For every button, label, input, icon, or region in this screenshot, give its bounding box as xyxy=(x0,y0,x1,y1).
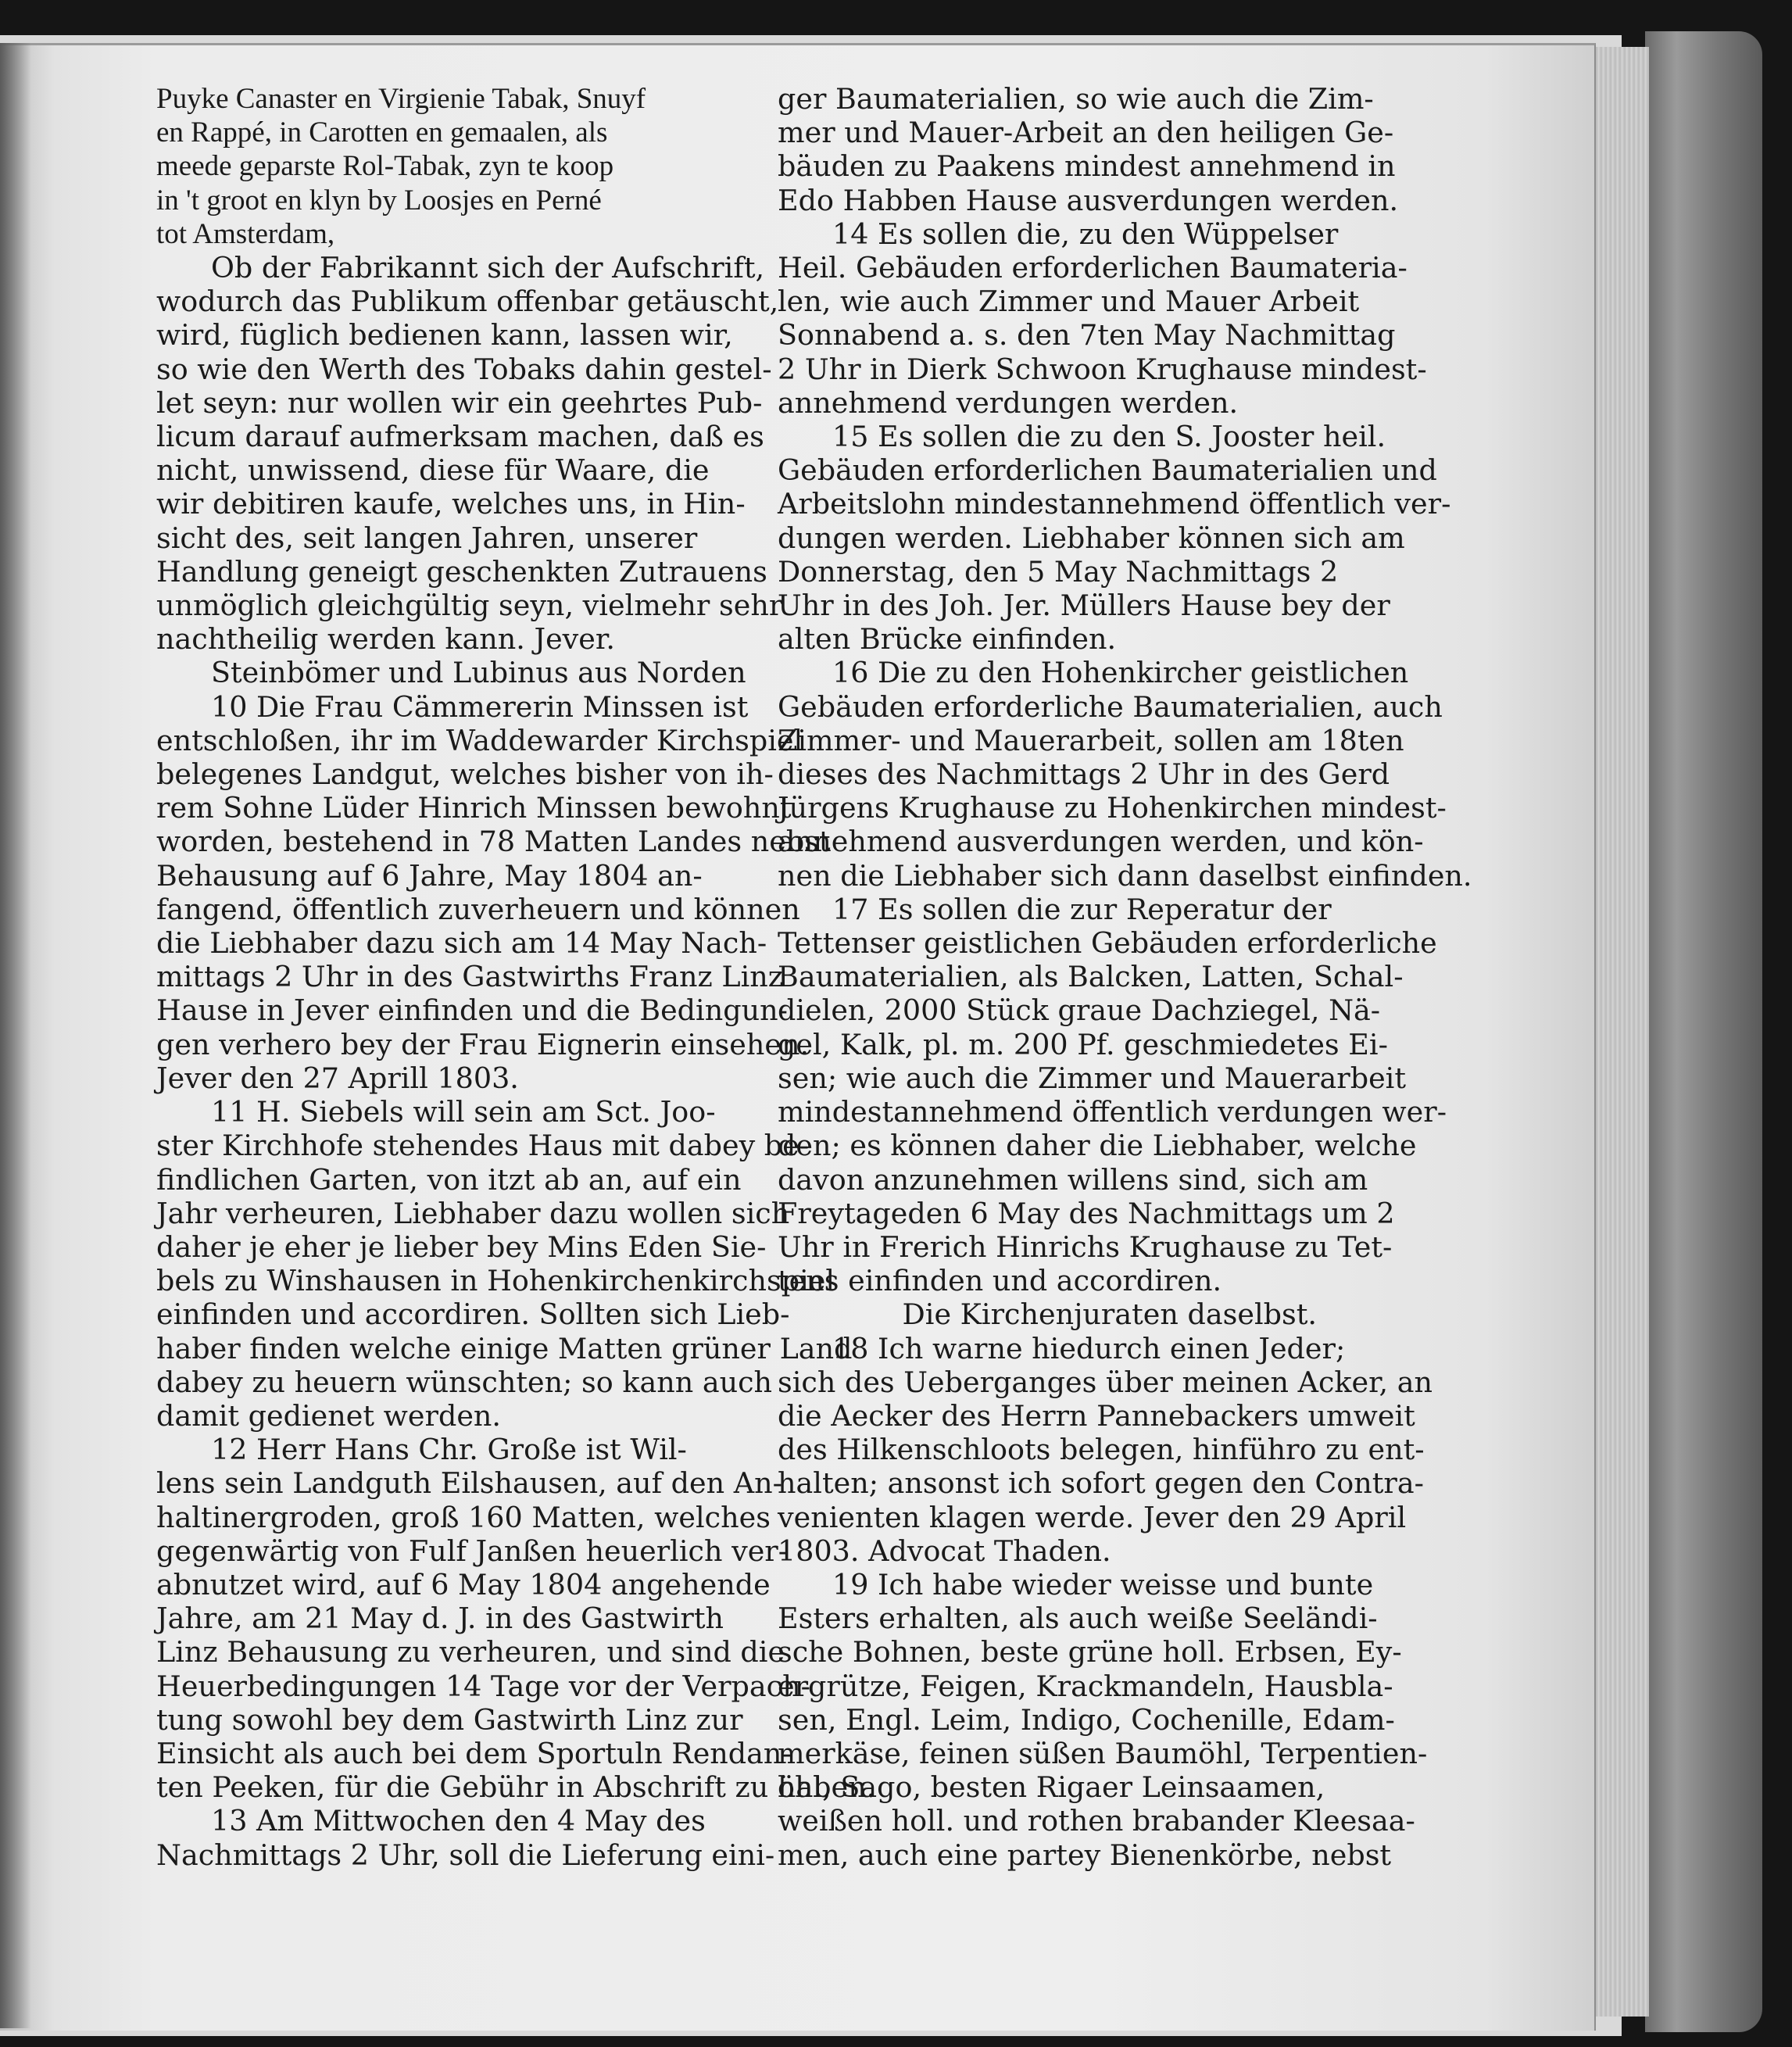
right-column-line: Jürgens Krughause zu Hohenkirchen mindest- xyxy=(778,791,1447,825)
left-column-line: einfinden und accordiren. Sollten sich Lieb- xyxy=(156,1297,790,1332)
left-column-line: gen verhero bey der Frau Eignerin einsehen. xyxy=(156,1027,810,1061)
left-column-line: ster Kirchhofe stehendes Haus mit dabey be- xyxy=(156,1129,810,1163)
left-column-line: 12 Herr Hans Chr. Große ist Wil- xyxy=(211,1433,687,1467)
right-column-line: Die Kirchenjuraten daselbst. xyxy=(902,1297,1317,1332)
right-column-line: Heil. Gebäuden erforderlichen Baumateria- xyxy=(778,251,1407,285)
left-column-line: wir debitiren kaufe, welches uns, in Hin- xyxy=(156,487,746,521)
left-column-line: en Rappé, in Carotten en gemaalen, als xyxy=(156,116,608,149)
left-column-line: wird, füglich bedienen kann, lassen wir, xyxy=(156,318,733,352)
right-column-line: venienten klagen werde. Jever den 29 April xyxy=(778,1500,1407,1534)
left-column-line: 13 Am Mittwochen den 4 May des xyxy=(211,1804,706,1838)
left-column-line: Steinbömer und Lubinus aus Norden xyxy=(211,656,746,690)
left-column-line: licum darauf aufmerksam machen, daß es xyxy=(156,420,764,454)
right-column-line: Freytageden 6 May des Nachmittags um 2 xyxy=(778,1196,1395,1230)
page-edges xyxy=(1594,47,1649,2017)
left-column-line: findlichen Garten, von itzt ab an, auf ein xyxy=(156,1162,742,1197)
left-column-line: dabey zu heuern wünschten; so kann auch xyxy=(156,1365,773,1399)
gutter-shadow xyxy=(0,43,31,2028)
right-column-line: ergrütze, Feigen, Krackmandeln, Hausbla- xyxy=(778,1669,1393,1703)
left-column-line: let seyn: nur wollen wir ein geehrtes Pub- xyxy=(156,385,763,420)
left-column-line: Jahr verheuren, Liebhaber dazu wollen sich xyxy=(156,1196,790,1230)
right-column-line: dielen, 2000 Stück graue Dachziegel, Nä- xyxy=(778,993,1381,1028)
right-column-line: den; es können daher die Liebhaber, welche xyxy=(778,1129,1417,1163)
left-column-line: tot Amsterdam, xyxy=(156,217,335,250)
right-column-line: die Aecker des Herrn Pannebackers umweit xyxy=(778,1398,1415,1433)
left-column-line: Jever den 27 Aprill 1803. xyxy=(156,1061,519,1095)
right-column-line: nen die Liebhaber sich dann daselbst einfinden. xyxy=(778,858,1472,893)
right-column-line: Arbeitslohn mindestannehmend öffentlich ver- xyxy=(778,487,1451,521)
right-column-line: Zimmer- und Mauerarbeit, sollen am 18ten xyxy=(778,723,1404,757)
right-column-line: Baumaterialien, als Balcken, Latten, Schal- xyxy=(778,960,1404,994)
right-column-line: 2 Uhr in Dierk Schwoon Krughause mindest- xyxy=(778,352,1427,386)
left-column-line: Ob der Fabrikannt sich der Aufschrift, xyxy=(211,251,765,285)
right-column-line: mer und Mauer-Arbeit an den heiligen Ge- xyxy=(778,116,1394,150)
right-column-line: Uhr in Frerich Hinrichs Krughause zu Tet- xyxy=(778,1229,1393,1264)
left-column-line: Handlung geneigt geschenkten Zutrauens xyxy=(156,554,767,589)
left-column-line: so wie den Werth des Tobaks dahin gestel- xyxy=(156,352,772,386)
right-column-line: 16 Die zu den Hohenkircher geistlichen xyxy=(832,656,1409,690)
left-column-line: wodurch das Publikum offenbar getäuscht, xyxy=(156,285,779,319)
left-column-line: damit gedienet werden. xyxy=(156,1398,502,1433)
left-column-line: entschloßen, ihr im Waddewarder Kirchspiel xyxy=(156,723,803,757)
right-column-line: alten Brücke einfinden. xyxy=(778,622,1117,657)
left-column-line: nicht, unwissend, diese für Waare, die xyxy=(156,453,710,488)
right-column-line: sche Bohnen, beste grüne holl. Erbsen, Ey- xyxy=(778,1635,1402,1669)
right-column-line: merkäse, feinen süßen Baumöhl, Terpentien- xyxy=(778,1736,1428,1770)
left-column-line: rem Sohne Lüder Hinrich Minssen bewohnt xyxy=(156,791,792,825)
left-column-line: Einsicht als auch bei dem Sportuln Rendan- xyxy=(156,1736,792,1770)
right-column-line: dungen werden. Liebhaber können sich am xyxy=(778,521,1405,555)
right-column-line: Uhr in des Joh. Jer. Müllers Hause bey der xyxy=(778,589,1390,623)
right-column-line: weißen holl. und rothen brabander Kleesaa- xyxy=(778,1804,1415,1838)
left-column-line: unmöglich gleichgültig seyn, vielmehr sehr xyxy=(156,589,783,623)
right-column-line: bäuden zu Paakens mindest annehmend in xyxy=(778,149,1396,184)
left-column-line: ten Peeken, für die Gebühr in Abschrift zu haben. xyxy=(156,1770,876,1805)
right-column-line: Gebäuden erforderliche Baumaterialien, auch xyxy=(778,689,1443,724)
right-column-line: tens einfinden und accordiren. xyxy=(778,1264,1222,1298)
left-column-line: Behausung auf 6 Jahre, May 1804 an- xyxy=(156,858,703,893)
left-column-line: die Liebhaber dazu sich am 14 May Nach- xyxy=(156,926,767,961)
right-column-line: 1803. Advocat Thaden. xyxy=(778,1533,1111,1568)
right-column-line: Donnerstag, den 5 May Nachmittags 2 xyxy=(778,554,1339,589)
right-column-line: mindestannehmend öffentlich verdungen wer- xyxy=(778,1095,1447,1129)
right-column-line: ger Baumaterialien, so wie auch die Zim- xyxy=(778,82,1374,116)
right-column-line: Gebäuden erforderlichen Baumaterialien und xyxy=(778,453,1437,488)
right-column-line: sich des Ueberganges über meinen Acker, an xyxy=(778,1365,1433,1399)
left-column-line: haber finden welche einige Matten grüner Land xyxy=(156,1331,853,1365)
right-column-line: 14 Es sollen die, zu den Wüppelser xyxy=(832,217,1339,251)
left-column-line: Nachmittags 2 Uhr, soll die Lieferung eini- xyxy=(156,1838,775,1872)
left-column-line: bels zu Winshausen in Hohenkirchenkirchspiel xyxy=(156,1264,835,1298)
right-column-line: len, wie auch Zimmer und Mauer Arbeit xyxy=(778,285,1360,319)
right-column-line: öhl, Sago, besten Rigaer Leinsaamen, xyxy=(778,1770,1325,1805)
right-column-line: gel, Kalk, pl. m. 200 Pf. geschmiedetes Ei- xyxy=(778,1027,1388,1061)
left-column-line: fangend, öffentlich zuverheuern und können xyxy=(156,892,800,926)
left-column-line: abnutzet wird, auf 6 May 1804 angehende xyxy=(156,1567,771,1601)
left-column-line: nachtheilig werden kann. Jever. xyxy=(156,622,615,657)
right-column-line: Sonnabend a. s. den 7ten May Nachmittag xyxy=(778,318,1396,352)
left-column-line: sicht des, seit langen Jahren, unserer xyxy=(156,521,698,555)
left-column-line: gegenwärtig von Fulf Janßen heuerlich ver- xyxy=(156,1533,789,1568)
left-column-line: worden, bestehend in 78 Matten Landes nebst xyxy=(156,825,831,859)
left-column-line: lens sein Landguth Eilshausen, auf den An- xyxy=(156,1466,782,1501)
right-column-line: des Hilkenschloots belegen, hinführo zu ent- xyxy=(778,1433,1425,1467)
right-column-line: dieses des Nachmittags 2 Uhr in des Gerd xyxy=(778,757,1390,792)
right-column-line: annehmend verdungen werden. xyxy=(778,385,1239,420)
left-text-column xyxy=(156,82,876,1872)
right-column-line: sen; wie auch die Zimmer und Mauerarbeit xyxy=(778,1061,1407,1095)
right-column-line: Edo Habben Hause ausverdungen werden. xyxy=(778,183,1399,217)
right-column-line: 19 Ich habe wieder weisse und bunte xyxy=(832,1567,1374,1601)
right-column-line: halten; ansonst ich sofort gegen den Contra- xyxy=(778,1466,1424,1501)
left-column-line: daher je eher je lieber bey Mins Eden Sie- xyxy=(156,1229,767,1264)
left-column-line: mittags 2 Uhr in des Gastwirths Franz Linz xyxy=(156,960,784,994)
left-column-line: 10 Die Frau Cämmererin Minssen ist xyxy=(211,689,749,724)
right-column-line: sen, Engl. Leim, Indigo, Cochenille, Edam- xyxy=(778,1702,1395,1737)
left-column-line: in 't groot en klyn by Loosjes en Perné xyxy=(156,184,602,217)
right-column-line: 18 Ich warne hiedurch einen Jeder; xyxy=(832,1331,1346,1365)
right-column-line: 15 Es sollen die zu den S. Jooster heil. xyxy=(832,420,1386,454)
left-column-line: belegenes Landgut, welches bisher von ih- xyxy=(156,757,774,792)
left-column-line: Hause in Jever einfinden und die Bedingun- xyxy=(156,993,788,1028)
left-column-line: tung sowohl bey dem Gastwirth Linz zur xyxy=(156,1702,743,1737)
left-column-line: Linz Behausung zu verheuren, und sind die xyxy=(156,1635,785,1669)
left-column-line: Puyke Canaster en Virgienie Tabak, Snuyf xyxy=(156,83,646,115)
right-column-line: davon anzunehmen willens sind, sich am xyxy=(778,1162,1368,1197)
right-text-column xyxy=(778,82,1472,1872)
right-column-line: Tettenser geistlichen Gebäuden erforderliche xyxy=(778,926,1437,961)
left-column-line: haltinergroden, groß 160 Matten, welches xyxy=(156,1500,771,1534)
right-column-line: 17 Es sollen die zur Reperatur der xyxy=(832,892,1332,926)
left-column-line: meede geparste Rol-Tabak, zyn te koop xyxy=(156,150,614,183)
right-column-line: men, auch eine partey Bienenkörbe, nebst xyxy=(778,1838,1392,1872)
left-column-line: Heuerbedingungen 14 Tage vor der Verpach- xyxy=(156,1669,810,1703)
left-column-line: Jahre, am 21 May d. J. in des Gastwirth xyxy=(156,1601,724,1636)
book-cover xyxy=(1645,31,1762,2032)
right-column-line: Esters erhalten, als auch weiße Seeländi- xyxy=(778,1601,1378,1636)
left-column-line: 11 H. Siebels will sein am Sct. Joo- xyxy=(211,1095,716,1129)
right-column-line: annehmend ausverdungen werden, und kön- xyxy=(778,825,1424,859)
